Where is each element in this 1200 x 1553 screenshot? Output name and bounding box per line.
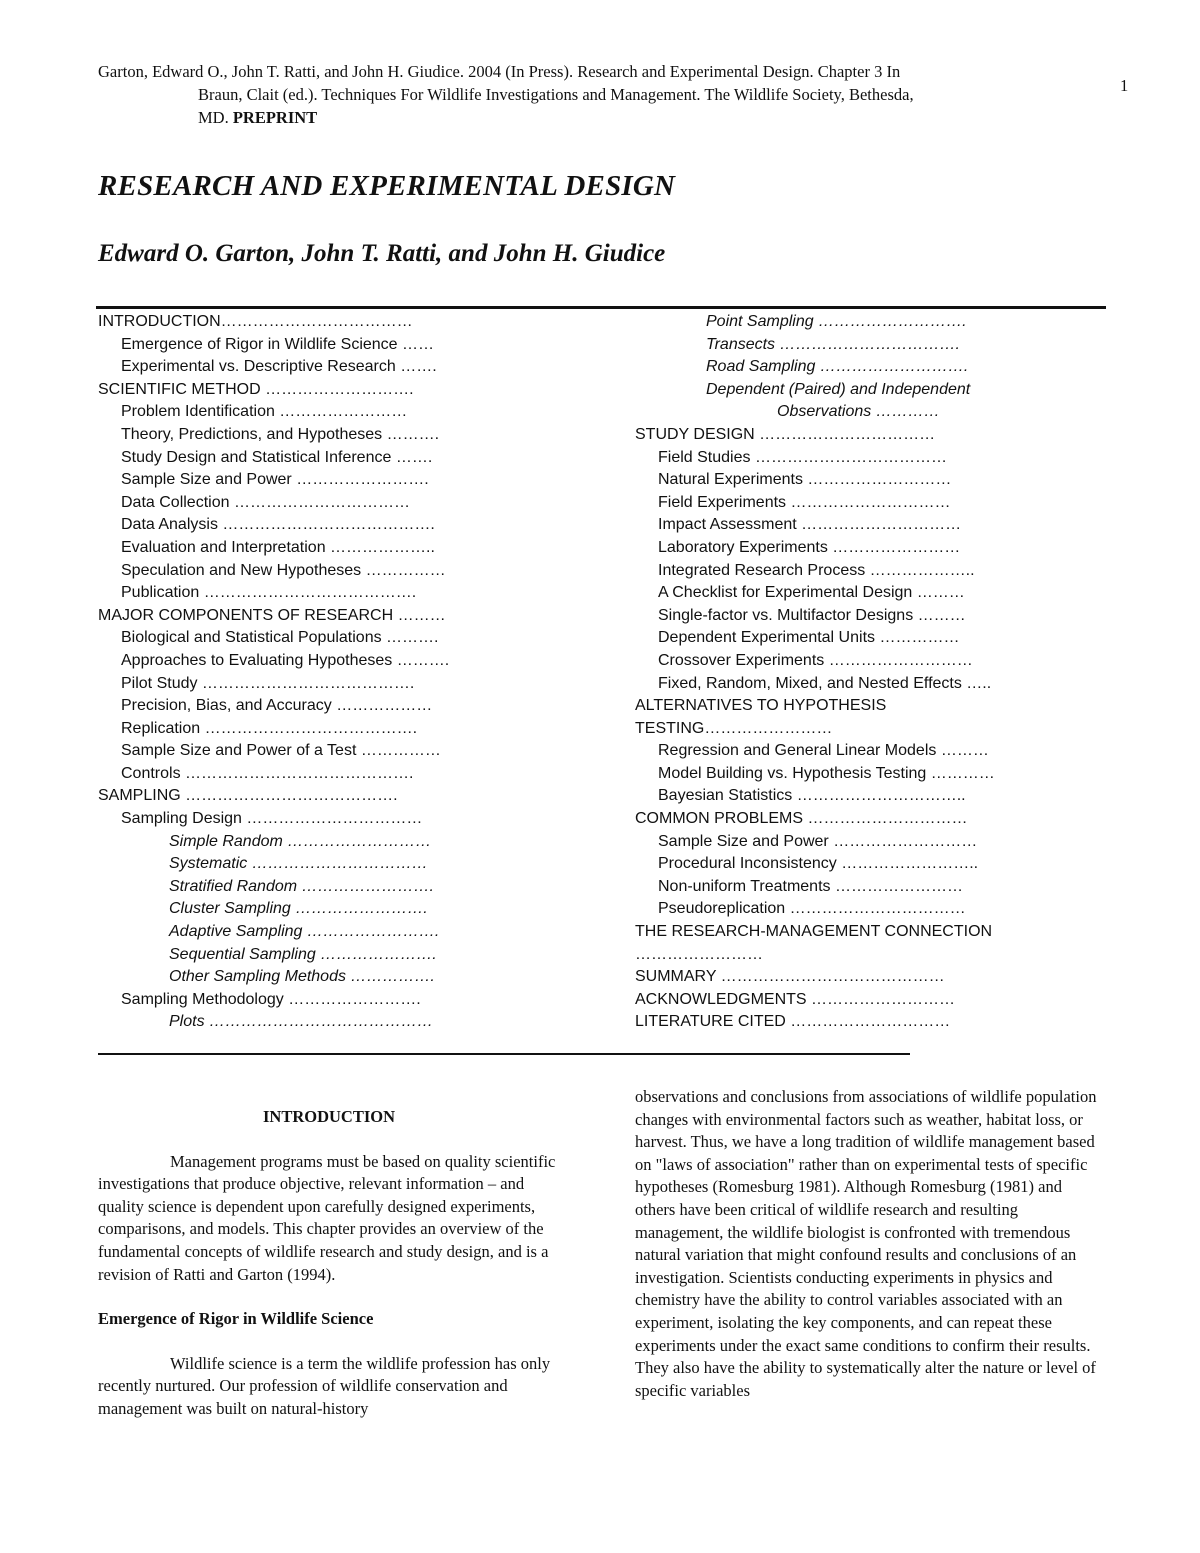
- continued-paragraph: observations and conclusions from associations of wildlife population changes with environmental factors such as weather, habitat loss, or harvest. Thus, we have a long tradition of wildlife management based on "laws of association" rather than on experimental tests of specific hypotheses (Romesburg 1981). Although Romesburg (1981) and others have been critical of wildlife research and resulting management, the wildlife biologist is confronted with tremendous natural variation that might confound results and conclusions of an investigation. Scientists conducting experiments in physics and chemistry have the ability to control variables associated with an experiment, isolating the key components, and can repeat these experiments under the exact same conditions to confirm their results. They also have the ability to systematically alter the nature or level of specific variables: [635, 1087, 1097, 1400]
- toc-entry: Publication ………………………………….: [121, 584, 417, 602]
- toc-entry: Field Experiments …………………………: [658, 493, 951, 511]
- toc-entry: Sampling Methodology …………………….: [121, 990, 421, 1008]
- toc-left-column: [98, 311, 449, 1034]
- toc-entry: SAMPLING ………………………………….: [98, 787, 398, 805]
- toc-entry: Pilot Study ………………………………….: [121, 674, 415, 692]
- toc-entry: Precision, Bias, and Accuracy ………………: [121, 697, 433, 715]
- toc-entry: Controls …………………………………….: [121, 764, 414, 782]
- toc-entry: Stratified Random …………………….: [169, 877, 434, 895]
- preprint-label: PREPRINT: [232, 108, 318, 127]
- toc-entry: Model Building vs. Hypothesis Testing …………: [658, 764, 995, 782]
- toc-entry: Evaluation and Interpretation ………………..: [121, 538, 435, 556]
- toc-entry: Crossover Experiments ………………………: [658, 651, 973, 669]
- toc-entry: Sample Size and Power ………………………: [658, 832, 978, 850]
- toc-entry: Plots ……………………………………: [169, 1013, 434, 1031]
- toc-right-column: [635, 311, 995, 1034]
- citation-line-3-prefix: MD.: [198, 108, 233, 127]
- toc-entry: Integrated Research Process ………………..: [658, 561, 975, 579]
- introduction-heading: INTRODUCTION: [262, 1107, 396, 1126]
- toc-entry: INTRODUCTION………………………………: [98, 313, 413, 330]
- toc-top-rule: [96, 306, 1106, 309]
- toc-entry: Cluster Sampling …………………….: [169, 900, 428, 918]
- toc-entry: Fixed, Random, Mixed, and Nested Effects …..: [658, 674, 992, 692]
- body-right-column: [635, 1086, 1097, 1402]
- toc-entry: Laboratory Experiments ……………………: [658, 538, 961, 556]
- toc-entry: Adaptive Sampling …………………….: [169, 923, 440, 941]
- rigor-paragraph: Wildlife science is a term the wildlife profession has only recently nurtured. Our profession of wildlife conservation and management was built on natural-history: [98, 1353, 551, 1418]
- toc-entry: A Checklist for Experimental Design ………: [658, 584, 965, 602]
- toc-entry: Point Sampling ……………………….: [706, 313, 967, 330]
- toc-entry: ALTERNATIVES TO HYPOTHESIS: [635, 697, 887, 715]
- toc-entry: Other Sampling Methods …………….: [169, 968, 435, 986]
- toc-entry: Dependent (Paired) and Independent: [706, 380, 971, 398]
- toc-entry: Regression and General Linear Models ………: [658, 742, 989, 760]
- citation-header: [98, 60, 1088, 129]
- citation-line-3: [98, 106, 1088, 129]
- toc-entry: Sample Size and Power …………………….: [121, 471, 429, 489]
- toc-entry: Simple Random ………………………: [169, 832, 432, 850]
- toc-entry: Replication ………………………………….: [121, 719, 418, 737]
- chapter-authors: Edward O. Garton, John T. Ratti, and John H. Giudice: [98, 240, 666, 267]
- body-left-column: [98, 1086, 560, 1421]
- toc-entry: Systematic ……………………………: [169, 855, 428, 873]
- toc-entry: Problem Identification ……………………: [121, 403, 408, 421]
- toc-entry: Data Analysis ………………………………….: [121, 516, 435, 534]
- toc-entry: Bayesian Statistics …………………………..: [658, 787, 966, 805]
- toc-entry: Procedural Inconsistency ……………………..: [658, 855, 979, 873]
- toc-bottom-rule: [98, 1053, 910, 1055]
- toc-entry: Sample Size and Power of a Test ……………: [121, 742, 441, 760]
- toc-entry: THE RESEARCH-MANAGEMENT CONNECTION: [635, 923, 993, 941]
- rigor-heading: Emergence of Rigor in Wildlife Science: [98, 1309, 374, 1329]
- toc-entry: Dependent Experimental Units ……………: [658, 629, 960, 647]
- toc-entry: Theory, Predictions, and Hypotheses ……….: [121, 425, 440, 443]
- toc-entry: Natural Experiments ………………………: [658, 471, 952, 489]
- toc-entry: LITERATURE CITED …………………………: [635, 1013, 951, 1031]
- toc-entry: Pseudoreplication ……………………………: [658, 900, 966, 918]
- page-number: 1: [1120, 76, 1129, 95]
- toc-entry: Field Studies ………………………………: [658, 448, 947, 466]
- toc-entry: Road Sampling ……………………….: [706, 358, 969, 376]
- toc-entry: Observations …………: [777, 403, 940, 421]
- citation-line-2: Braun, Clait (ed.). Techniques For Wildlife Investigations and Management. The Wildlife Society, Bethesda,: [198, 85, 914, 104]
- toc-entry: Emergence of Rigor in Wildlife Science ……: [121, 335, 435, 353]
- toc-entry: Study Design and Statistical Inference …….: [121, 448, 433, 466]
- chapter-title: RESEARCH AND EXPERIMENTAL DESIGN: [98, 170, 676, 202]
- toc-entry: Sequential Sampling ………………….: [169, 945, 437, 963]
- toc-entry: Impact Assessment …………………………: [658, 516, 962, 534]
- toc-entry: TESTING……………………: [635, 719, 833, 737]
- toc-entry: Experimental vs. Descriptive Research …….: [121, 358, 437, 376]
- toc-entry: Transects …………………………….: [706, 335, 960, 353]
- toc-entry: Non-uniform Treatments ……………………: [658, 877, 963, 895]
- citation-line-1: Garton, Edward O., John T. Ratti, and John H. Giudice. 2004 (In Press). Research and Experimental Design. Chapter 3 In: [98, 62, 901, 81]
- introduction-paragraph: Management programs must be based on quality scientific investigations that produce objective, relevant information – and quality science is dependent upon carefully designed experiments, comparisons, and models. This chapter provides an overview of the fundamental concepts of wildlife research and study design, and is a revision of Ratti and Garton (1994).: [98, 1151, 556, 1284]
- toc-entry: Approaches to Evaluating Hypotheses ……….: [121, 651, 450, 669]
- toc-entry: Single-factor vs. Multifactor Designs ………: [658, 606, 966, 624]
- toc-entry: ACKNOWLEDGMENTS ………………………: [635, 990, 956, 1008]
- toc-entry: MAJOR COMPONENTS OF RESEARCH ………: [98, 606, 446, 624]
- toc-entry: Data Collection ……………………………: [121, 493, 410, 511]
- toc-entry: SCIENTIFIC METHOD ……………………….: [98, 380, 414, 398]
- toc-entry: ……………………: [635, 945, 763, 963]
- toc-entry: COMMON PROBLEMS …………………………: [635, 810, 968, 828]
- toc-entry: Speculation and New Hypotheses ……………: [121, 561, 446, 579]
- toc-entry: Biological and Statistical Populations ……….: [121, 629, 439, 647]
- toc-entry: STUDY DESIGN ……………………………: [635, 425, 936, 443]
- toc-entry: SUMMARY ……………………………………: [635, 968, 945, 986]
- toc-entry: Sampling Design ……………………………: [121, 810, 423, 828]
